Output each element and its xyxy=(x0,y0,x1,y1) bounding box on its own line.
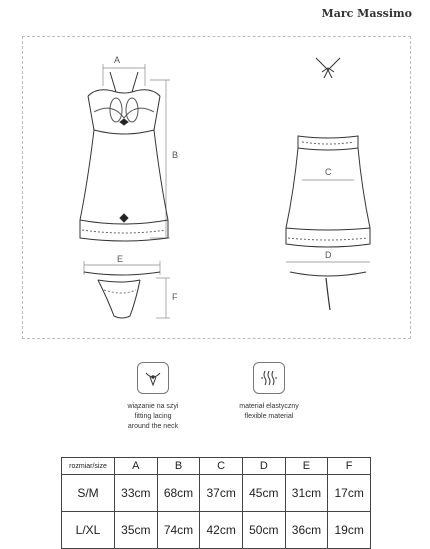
table-row xyxy=(62,475,371,512)
feature-halter-neck xyxy=(108,362,198,432)
size-label: S/M xyxy=(62,475,115,512)
label-a: A xyxy=(114,55,121,65)
table-cell: 35cm xyxy=(115,512,158,549)
label-f: F xyxy=(172,292,178,302)
stretch-material-icon xyxy=(253,362,285,394)
column-a: A xyxy=(115,458,158,475)
table-cell: 68cm xyxy=(157,475,200,512)
halter-bow-drawing xyxy=(316,58,340,78)
dimension-a xyxy=(103,64,145,86)
size-table-corner: rozmiar/size xyxy=(62,458,115,475)
column-b: B xyxy=(157,458,200,475)
panties-drawing xyxy=(84,272,160,318)
halter-neck-icon xyxy=(137,362,169,394)
chemise-back-drawing xyxy=(286,136,370,247)
feature-flexible-caption: materiał elastyczny flexible material xyxy=(239,403,299,420)
feature-flexible-material xyxy=(224,362,314,422)
label-b: B xyxy=(172,150,179,160)
table-cell: 45cm xyxy=(242,475,285,512)
table-cell: 42cm xyxy=(200,512,243,549)
table-cell: 50cm xyxy=(242,512,285,549)
size-table xyxy=(61,457,371,549)
size-table-header xyxy=(62,458,371,475)
dimension-f xyxy=(156,278,170,318)
column-f: F xyxy=(328,458,371,475)
table-cell: 19cm xyxy=(328,512,371,549)
label-e: E xyxy=(117,254,124,264)
column-e: E xyxy=(285,458,328,475)
feature-halter-caption: wiązanie na szyi fitting lacing around the neck xyxy=(127,403,179,430)
size-label: L/XL xyxy=(62,512,115,549)
table-cell: 17cm xyxy=(328,475,371,512)
table-cell: 37cm xyxy=(200,475,243,512)
label-d: D xyxy=(325,250,332,260)
table-cell: 31cm xyxy=(285,475,328,512)
column-d: D xyxy=(242,458,285,475)
label-c: C xyxy=(325,167,332,177)
table-cell: 74cm xyxy=(157,512,200,549)
back-panties-drawing xyxy=(290,272,366,310)
column-c: C xyxy=(200,458,243,475)
table-cell: 36cm xyxy=(285,512,328,549)
brand-logo: Marc Massimo xyxy=(321,7,412,20)
table-row xyxy=(62,512,371,549)
table-cell: 33cm xyxy=(115,475,158,512)
chemise-front-drawing xyxy=(80,72,168,241)
